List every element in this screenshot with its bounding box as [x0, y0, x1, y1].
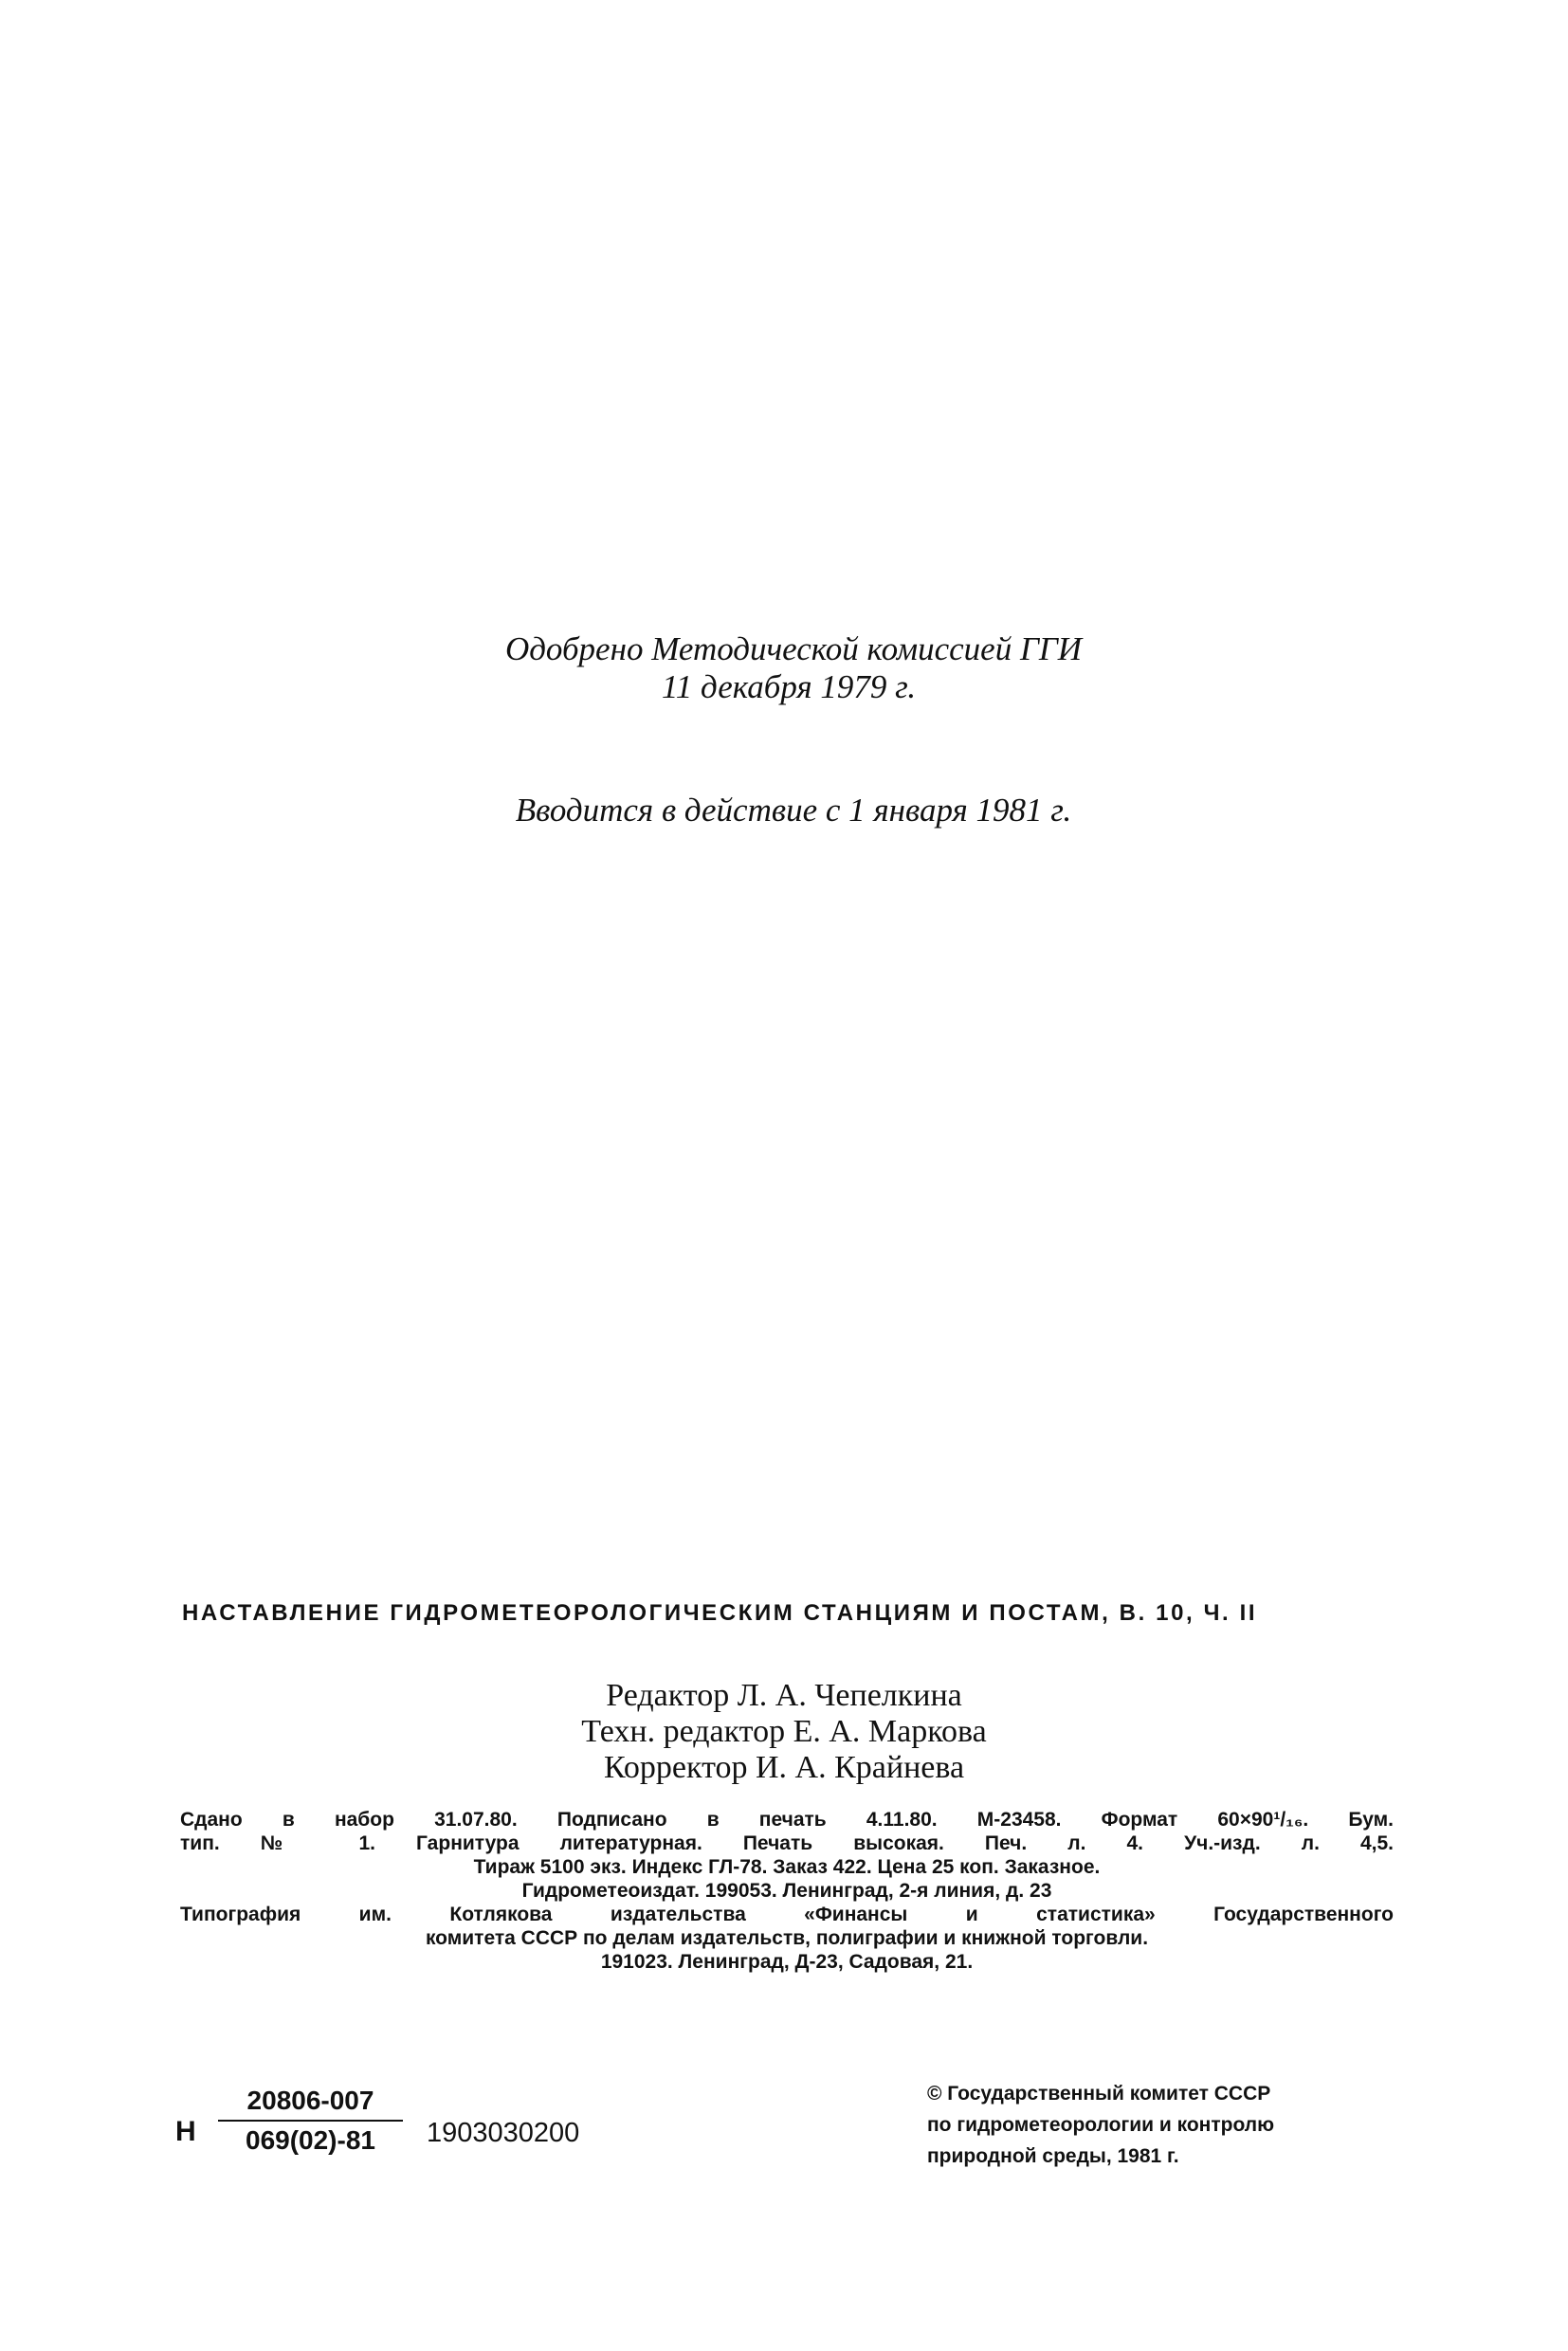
proofreader-credit: Корректор И. А. Крайнева: [603, 1750, 965, 1785]
imprint-line: Сдано в набор 31.07.80. Подписано в печать 4.11.80. М-23458. Формат 60×90¹/₁₆. Бум.: [180, 1809, 1394, 1831]
approval-line: Одобрено Методической комиссией ГГИ: [504, 630, 1083, 667]
index-letter: Н: [175, 2116, 196, 2147]
book-title: НАСТАВЛЕНИЕ ГИДРОМЕТЕОРОЛОГИЧЕСКИМ СТАНЦИЯМ И ПОСТАМ, В. 10, Ч. II: [182, 1600, 1258, 1626]
imprint-line: тип. № 1. Гарнитура литературная. Печать высокая. Печ. л. 4. Уч.-изд. л. 4,5.: [180, 1832, 1394, 1854]
effective-date: Вводится в действие с 1 января 1981 г.: [515, 792, 1072, 829]
imprint-line: 191023. Ленинград, Д-23, Садовая, 21.: [600, 1951, 974, 1973]
approval-note: [0, 630, 1568, 706]
tech-editor-credit: Техн. редактор Е. А. Маркова: [581, 1714, 987, 1749]
copyright-line: природной среды, 1981 г.: [927, 2145, 1179, 2167]
imprint-block: [180, 1808, 1394, 1974]
index-number: 1903030200: [427, 2118, 580, 2148]
copyright-line: © Государственный комитет СССР: [927, 2083, 1271, 2105]
index-numerator: 20806-007: [218, 2086, 403, 2122]
copyright-line: по гидрометеорологии и контролю: [927, 2114, 1275, 2136]
copyright-notice: [927, 2078, 1396, 2172]
editor-credit: Редактор Л. А. Чепелкина: [606, 1678, 962, 1713]
staff-credits: [0, 1678, 1568, 1786]
imprint-line: Тираж 5100 экз. Индекс ГЛ-78. Заказ 422. Цена 25 коп. Заказное.: [473, 1856, 1101, 1878]
imprint-line: Типография им. Котлякова издательства «Финансы и статистика» Государственного: [180, 1904, 1394, 1925]
imprint-line: Гидрометеоиздат. 199053. Ленинград, 2-я линия, д. 23: [521, 1880, 1052, 1902]
imprint-line: комитета СССР по делам издательств, полиграфии и книжной торговли.: [425, 1927, 1149, 1949]
index-fraction: [218, 2086, 403, 2156]
index-denominator: 069(02)-81: [246, 2125, 375, 2155]
approval-date: 11 декабря 1979 г.: [661, 668, 917, 705]
